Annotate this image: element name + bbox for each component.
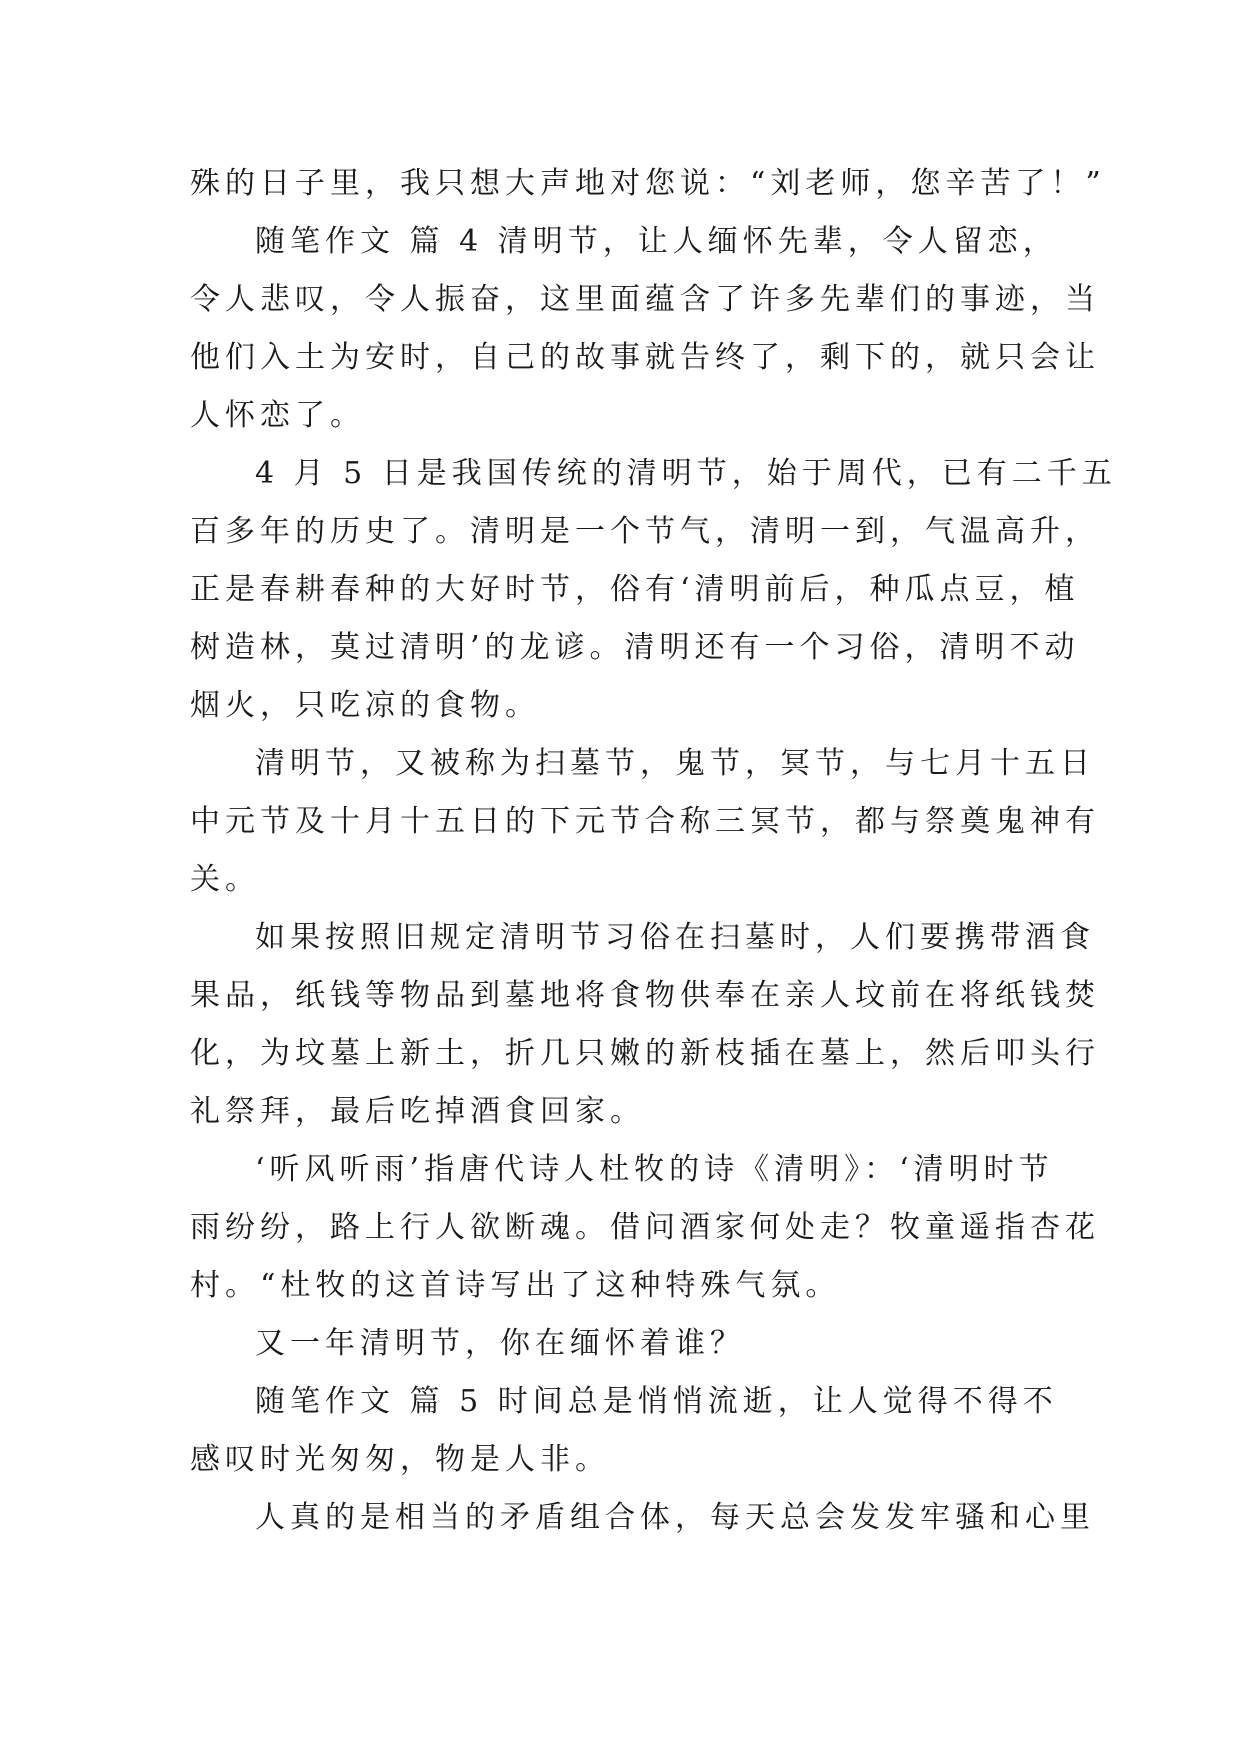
text-line: 正是春耕春种的大好时节，俗有‘清明前后，种瓜点豆，植 xyxy=(190,572,1080,607)
paragraph-start-line: 人真的是相当的矛盾组合体，每天总会发发牢骚和心里 xyxy=(255,1500,1095,1535)
section-heading-line: 随笔作文 篇 5 时间总是悄悄流逝，让人觉得不得不 xyxy=(255,1384,1058,1419)
text-line: 雨纷纷，路上行人欲断魂。借问酒家何处走？牧童遥指杏花 xyxy=(190,1210,1100,1245)
paragraph-start-line: 又一年清明节，你在缅怀着谁？ xyxy=(255,1326,745,1361)
text-line: 烟火，只吃凉的食物。 xyxy=(190,688,540,723)
paragraph-start-line: 4 月 5 日是我国传统的清明节，始于周代，已有二千五 xyxy=(255,456,1117,491)
text-line: 村。“杜牧的这首诗写出了这种特殊气氛。 xyxy=(190,1268,841,1303)
text-line: 他们入土为安时，自己的故事就告终了，剩下的，就只会让 xyxy=(190,340,1100,375)
paragraph-start-line: ‘听风听雨’指唐代诗人杜牧的诗《清明》：‘清明时节 xyxy=(255,1152,1054,1187)
text-line: 感叹时光匆匆，物是人非。 xyxy=(190,1442,610,1477)
text-line: 殊的日子里，我只想大声地对您说：“刘老师，您辛苦了！” xyxy=(190,166,1106,201)
text-line: 果品，纸钱等物品到墓地将食物供奉在亲人坟前在将纸钱焚 xyxy=(190,978,1100,1013)
paragraph-start-line: 清明节，又被称为扫墓节，鬼节，冥节，与七月十五日 xyxy=(255,746,1095,781)
section-heading-line: 随笔作文 篇 4 清明节，让人缅怀先辈，令人留恋， xyxy=(255,224,1058,259)
text-line: 百多年的历史了。清明是一个节气，清明一到，气温高升， xyxy=(190,514,1100,549)
text-line: 树造林，莫过清明’的龙谚。清明还有一个习俗，清明不动 xyxy=(190,630,1080,665)
text-line: 关。 xyxy=(190,862,260,897)
text-line: 人怀恋了。 xyxy=(190,398,365,433)
text-line: 中元节及十月十五日的下元节合称三冥节，都与祭奠鬼神有 xyxy=(190,804,1100,839)
text-line: 礼祭拜，最后吃掉酒食回家。 xyxy=(190,1094,645,1129)
text-line: 化，为坟墓上新土，折几只嫩的新枝插在墓上，然后叩头行 xyxy=(190,1036,1100,1071)
text-line: 令人悲叹，令人振奋，这里面蕴含了许多先辈们的事迹，当 xyxy=(190,282,1100,317)
paragraph-start-line: 如果按照旧规定清明节习俗在扫墓时，人们要携带酒食 xyxy=(255,920,1095,955)
